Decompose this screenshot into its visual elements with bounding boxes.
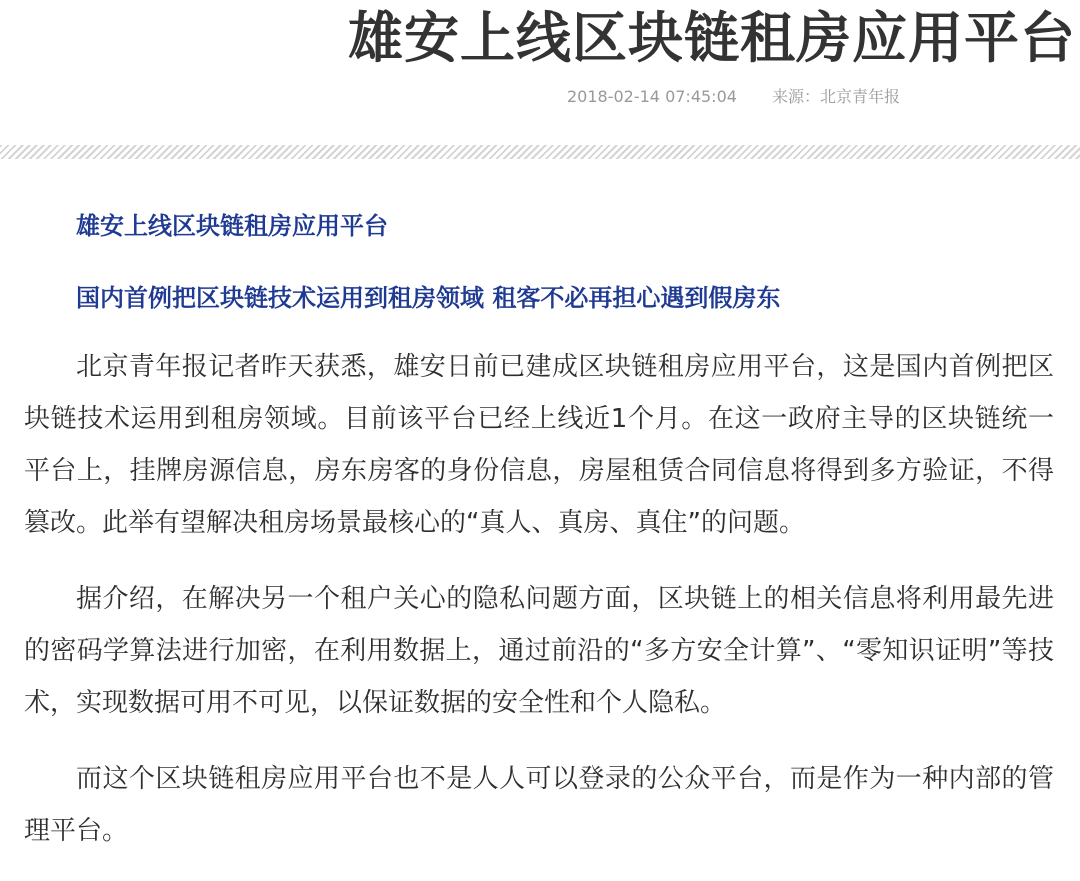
article-title: 雄安上线区块链租房应用平台 [347, 6, 1076, 70]
publish-date: 2018-02-14 07:45:04 [567, 87, 737, 106]
article-meta [567, 86, 900, 108]
paragraph-1: 北京青年报记者昨天获悉，雄安日前已建成区块链租房应用平台，这是国内首例把区块链技术运用到租房领域。目前该平台已经上线近1个月。在这一政府主导的区块链统一平台上，挂牌房源信息，房东房客的身份信息，房屋租赁合同信息将得到多方验证，不得篡改。此举有望解决租房场景最核心的“真人、真房、真住”的问题。 [24, 352, 1054, 538]
subheading-title: 雄安上线区块链租房应用平台 [76, 212, 388, 240]
header-divider [0, 145, 1080, 159]
paragraph-3: 而这个区块链租房应用平台也不是人人可以登录的公众平台，而是作为一种内部的管理平台。 [24, 764, 1054, 846]
article-body [24, 206, 1054, 881]
article-source: 来源：北京青年报 [772, 87, 901, 106]
paragraph-2: 据介绍，在解决另一个租户关心的隐私问题方面，区块链上的相关信息将利用最先进的密码学算法进行加密，在利用数据上，通过前沿的“多方安全计算”、“零知识证明”等技术，实现数据可用不可见，以保证数据的安全性和个人隐私。 [24, 584, 1054, 718]
subheading-summary: 国内首例把区块链技术运用到租房领域 租客不必再担心遇到假房东 [76, 284, 781, 312]
